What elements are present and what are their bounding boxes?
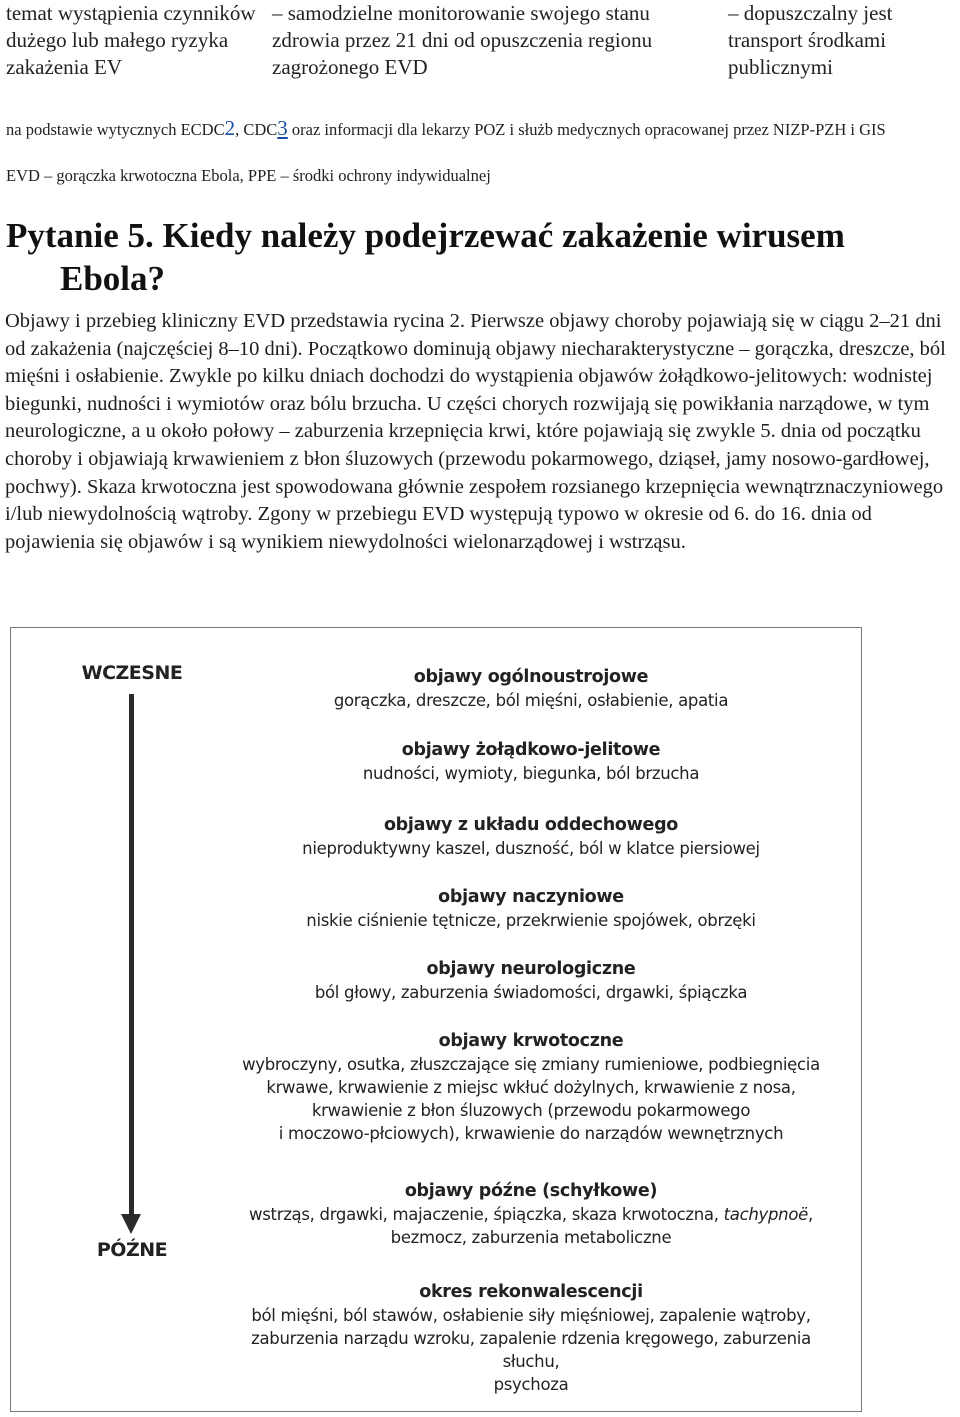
footnote-text: na podstawie wytycznych ECDC bbox=[6, 120, 225, 139]
symptom-group-desc: krwawe, krwawienie z miejsc wkłuć dożylnych, krwawienie z nosa, bbox=[266, 1078, 796, 1097]
symptom-group-desc: zaburzenia narządu wzroku, zapalenie rdzenia kręgowego, zaburzenia słuchu, bbox=[251, 1329, 811, 1371]
symptom-group-desc: nieproduktywny kaszel, duszność, ból w klatce piersiowej bbox=[302, 839, 760, 858]
question-heading bbox=[6, 214, 946, 300]
footnote-text: oraz informacji dla lekarzy POZ i służb medycznych opracowanej przez NIZP-PZH i GIS bbox=[287, 120, 886, 139]
figure-symptom-timeline bbox=[10, 627, 862, 1412]
answer-paragraph: Objawy i przebieg kliniczny EVD przedstawia rycina 2. Pierwsze objawy choroby pojawiają się w ciągu 2–21 dni od zakażenia (najczęściej 8–10 dni). Początkowo dominują objawy niecharakterystyczne – gorączka, dreszcze, ból mięśni i osłabienie. Zwykle po kilku dniach dochodzi do wystąpienia objawów żołądkowo-jelitowych: wodnistej biegunki, nudności i wymiotów oraz bólu brzucha. U części chorych rozwijają się powikłania narządowe, w tym neurologiczne, a u około połowy – zaburzenia krzepnięcia krwi, które pojawiają się zwykle 5. dnia od początku choroby i objawiają krwawieniem z błon śluzowych (przewodu pokarmowego, dziąseł, jamy nosowo-gardłowej, pochwy). Skaza krwotoczna jest spowodowana głównie zespołem rozsianego krzepnięcia wewnątrznaczyniowego i/lub niewydolnością wątroby. Zgony w przebiegu EVD występują typowo w okresie od 6. do 16. dnia od pojawienia się objawów i są wynikiem niewydolności wielonarządowej i wstrząsu. bbox=[5, 310, 946, 553]
table-footnote-abbreviations: EVD – gorączka krwotoczna Ebola, PPE – środki ochrony indywidualnej bbox=[6, 166, 491, 185]
symptom-group-title: objawy naczyniowe bbox=[438, 887, 624, 907]
symptom-text: wstrząs, drgawki, majaczenie, śpiączka, skaza krwotoczna, bbox=[249, 1205, 724, 1224]
question-heading-line1: Pytanie 5. Kiedy należy podejrzewać zakażenie wirusem bbox=[6, 216, 845, 255]
symptom-group-hemorrhagic bbox=[231, 1029, 831, 1145]
symptom-group-desc: nudności, wymioty, biegunka, ból brzucha bbox=[362, 764, 700, 783]
reference-link-3[interactable]: 3 bbox=[277, 116, 288, 140]
symptom-group-desc: ból głowy, zaburzenia świadomości, drgawki, śpiączka bbox=[314, 983, 748, 1002]
symptom-group-desc: krwawienie z błon śluzowych (przewodu pokarmowego bbox=[311, 1101, 751, 1120]
symptom-group-desc: bezmocz, zaburzenia metaboliczne bbox=[390, 1228, 672, 1247]
symptom-group-title: objawy ogólnoustrojowe bbox=[413, 667, 649, 687]
timeline-end-label: PÓŹNE bbox=[96, 1239, 168, 1261]
timeline-start-label: WCZESNE bbox=[81, 662, 183, 684]
symptom-group-convalescence bbox=[231, 1280, 831, 1396]
symptom-group-title: objawy neurologiczne bbox=[426, 959, 636, 979]
table-cell-transport: – dopuszczalny jest transport środkami publicznymi bbox=[728, 1, 893, 79]
symptom-group-title: objawy krwotoczne bbox=[438, 1031, 624, 1051]
footnote-text: , CDC bbox=[235, 120, 278, 139]
symptom-group-respiratory bbox=[231, 813, 831, 860]
symptom-group-desc: psychoza bbox=[493, 1375, 569, 1394]
question-heading-line2: Ebola? bbox=[60, 259, 166, 298]
symptom-group-desc bbox=[231, 1203, 831, 1226]
symptom-group-title: objawy z układu oddechowego bbox=[383, 815, 679, 835]
symptom-group-desc: wybroczyny, osutka, złuszczające się zmiany rumieniowe, podbiegnięcia bbox=[242, 1055, 820, 1074]
symptom-text: , bbox=[807, 1205, 813, 1224]
symptom-group-gastrointestinal bbox=[231, 738, 831, 785]
arrow-down-icon bbox=[121, 1214, 141, 1234]
symptom-group-title: objawy późne (schyłkowe) bbox=[404, 1181, 658, 1201]
table-footnote-source bbox=[6, 116, 956, 142]
table-cell-topic: temat wystąpienia czynników dużego lub małego ryzyka zakażenia EV bbox=[6, 1, 256, 79]
symptom-group-title: okres rekonwalescencji bbox=[419, 1282, 643, 1302]
reference-link-2[interactable]: 2 bbox=[224, 116, 236, 140]
timeline-arrow-shaft bbox=[129, 694, 134, 1219]
symptom-group-desc: gorączka, dreszcze, ból mięśni, osłabienie, apatia bbox=[333, 691, 729, 710]
symptom-group-systemic bbox=[231, 665, 831, 712]
symptom-group-title: objawy żołądkowo-jelitowe bbox=[401, 740, 661, 760]
symptom-group-late bbox=[231, 1179, 831, 1249]
symptom-group-vascular bbox=[231, 885, 831, 932]
table-cell-monitoring: – samodzielne monitorowanie swojego stanu zdrowia przez 21 dni od opuszczenia regionu zagrożonego EVD bbox=[272, 1, 653, 79]
symptom-group-desc: niskie ciśnienie tętnicze, przekrwienie spojówek, obrzęki bbox=[306, 911, 756, 930]
symptom-group-neurological bbox=[231, 957, 831, 1004]
symptom-group-desc: ból mięśni, ból stawów, osłabienie siły mięśniowej, zapalenie wątroby, bbox=[251, 1306, 811, 1325]
symptom-group-desc: i moczowo-płciowych), krwawienie do narządów wewnętrznych bbox=[278, 1124, 784, 1143]
symptom-text-italic: tachypnoë bbox=[723, 1205, 808, 1224]
table-row-fragment bbox=[0, 0, 960, 110]
